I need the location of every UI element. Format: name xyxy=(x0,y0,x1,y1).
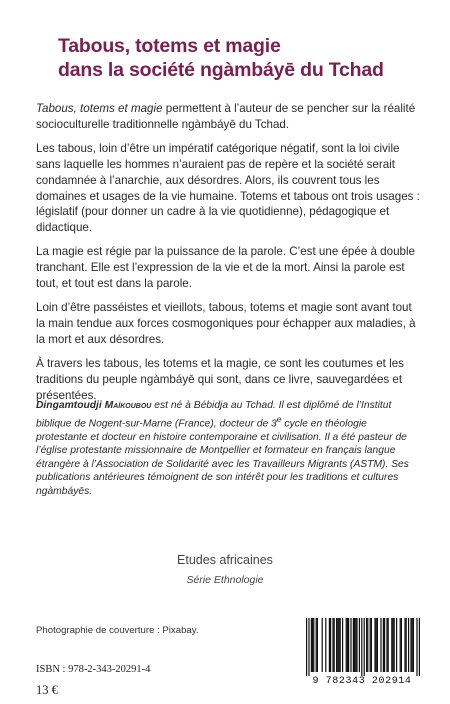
author-bio xyxy=(36,399,421,499)
blurb-paragraph-5: À travers les tabous, les totems et la magie, ce sont les coutumes et les traditions du peuple ngàmbáyē qui sont, dans ce livre, sauvegardées et présentées. xyxy=(36,356,404,402)
author-bio-text-1: est né à Bébidja au Tchad. Il est diplômé de l’Institut biblique de Nogent-sur-Marne (France), docteur de 3 xyxy=(36,400,392,430)
blurb-paragraph-1 xyxy=(36,101,421,133)
book-title-line-1: Tabous, totems et magie xyxy=(58,35,281,57)
barcode-bar xyxy=(312,618,313,672)
barcode-bar xyxy=(383,618,384,672)
barcode-bar xyxy=(330,618,331,672)
author-first-name: Dingamtoudji xyxy=(36,400,102,411)
author-last-name: Maïkoubou xyxy=(104,400,152,411)
barcode-bar xyxy=(346,618,347,672)
author-name xyxy=(36,400,151,411)
barcode-bar xyxy=(366,618,367,672)
photo-credit: Photographie de couverture : Pixabay. xyxy=(36,625,199,636)
barcode-bar xyxy=(391,618,392,672)
blurb-paragraph-3: La magie est régie par la puissance de la parole. C’est une épée à double tranchant. Elle est l’expression de la vie et de la mort. Ainsi la parole est tout, et tout est dans la parole. xyxy=(36,245,415,291)
barcode-bar xyxy=(355,618,356,672)
barcode-bar xyxy=(361,618,362,676)
barcode-bar xyxy=(353,618,354,672)
barcode-bar xyxy=(306,618,307,676)
barcode-bar xyxy=(350,618,351,672)
barcode-bar xyxy=(367,618,368,672)
blurb xyxy=(36,101,421,411)
author-bio-text-2: cycle en théologie protestante et docteur en histoire contemporaine et civilisation. Il a été pasteur de l’église protestante missionnaire de Montpellier et formateur en français langue étrangère à l’Association de Solidarité avec les Travailleurs Migrants (ASTM). Ses publications antérieures témoignent de son intérêt pour les traditions et cultures ngàmbáyēs. xyxy=(36,418,409,497)
barcode-bar xyxy=(348,618,349,672)
barcode-bar xyxy=(311,618,312,672)
barcode-bar xyxy=(388,618,389,672)
barcode-bar xyxy=(356,618,357,672)
barcode-bar xyxy=(340,618,341,672)
barcode-bar xyxy=(337,618,338,672)
barcode-bar xyxy=(416,618,417,676)
book-title-line-2: dans la société ngàmbáyē du Tchad xyxy=(58,59,384,81)
barcode-bar xyxy=(413,618,414,672)
blurb-paragraph-2: Les tabous, loin d’être un impératif catégorique négatif, sont la loi civile sans laquelle les hommes n’auraient pas de repère et la société serait condamnée à l’anarchie, aux désordres. Alors, ils couvrent tous les domaines et usages de la vie humaine. Totems et tabous ont trois usages : législatif (pour donner un cadre à la vie quotidienne), pédagogique et didactique. xyxy=(36,141,420,235)
barcode-bar xyxy=(329,618,330,672)
price: 13 € xyxy=(36,683,58,697)
barcode-bar xyxy=(396,618,397,672)
barcode-bar xyxy=(354,618,355,672)
barcode-bar xyxy=(336,618,337,672)
barcode-bar xyxy=(404,618,405,672)
barcode-bar xyxy=(332,618,333,672)
author-bio-superscript: e xyxy=(276,413,282,424)
barcode-bar xyxy=(392,618,393,672)
barcode-bar xyxy=(325,618,326,672)
barcode-bar xyxy=(342,618,343,672)
barcode-bar xyxy=(316,618,317,672)
barcode-bar xyxy=(412,618,413,672)
barcode-bar xyxy=(347,618,348,672)
barcode-bar xyxy=(400,618,401,672)
book-title xyxy=(58,34,428,82)
barcode-bar xyxy=(394,618,395,672)
barcode-bar xyxy=(334,618,335,672)
barcode-bar xyxy=(338,618,339,672)
barcode-bar xyxy=(406,618,407,672)
barcode-bar xyxy=(380,618,381,672)
barcode-bar xyxy=(419,618,420,676)
series-name: Etudes africaines xyxy=(177,553,273,567)
barcode-bar xyxy=(376,618,377,672)
barcode-bar xyxy=(313,618,314,672)
barcode-bar xyxy=(322,618,323,672)
series-subtitle: Série Ethnologie xyxy=(186,574,264,586)
barcode-bar xyxy=(410,618,411,672)
book-title-inline: Tabous, totems et magie xyxy=(36,102,163,115)
barcode-bar xyxy=(364,618,365,676)
barcode-bars xyxy=(300,618,424,676)
isbn: ISBN : 978-2-343-20291-4 xyxy=(36,664,151,675)
barcode-bar xyxy=(386,618,387,672)
barcode-bar xyxy=(401,618,402,672)
barcode-bar xyxy=(374,618,375,672)
barcode-bar xyxy=(317,618,318,672)
barcode-bar xyxy=(408,618,409,672)
barcode-bar xyxy=(384,618,385,672)
barcode-bar xyxy=(370,618,371,672)
blurb-paragraph-1-text: permettent à l’auteur de se pencher sur la réalité socioculturelle traditionnelle ngàmbáyē du Tchad. xyxy=(36,102,416,131)
barcode-digits: 9 782343 202914 xyxy=(312,676,412,687)
barcode-bar xyxy=(371,618,372,672)
barcode-bar xyxy=(359,618,360,672)
blurb-paragraph-4: Loin d’être passéistes et vieillots, tabous, totems et magie sont avant tout la main tendue aux forces cosmogoniques pour échapper aux maladies, à la mort et aux désordres. xyxy=(36,300,416,346)
barcode-bar xyxy=(308,618,309,676)
barcode-bar xyxy=(377,618,378,672)
